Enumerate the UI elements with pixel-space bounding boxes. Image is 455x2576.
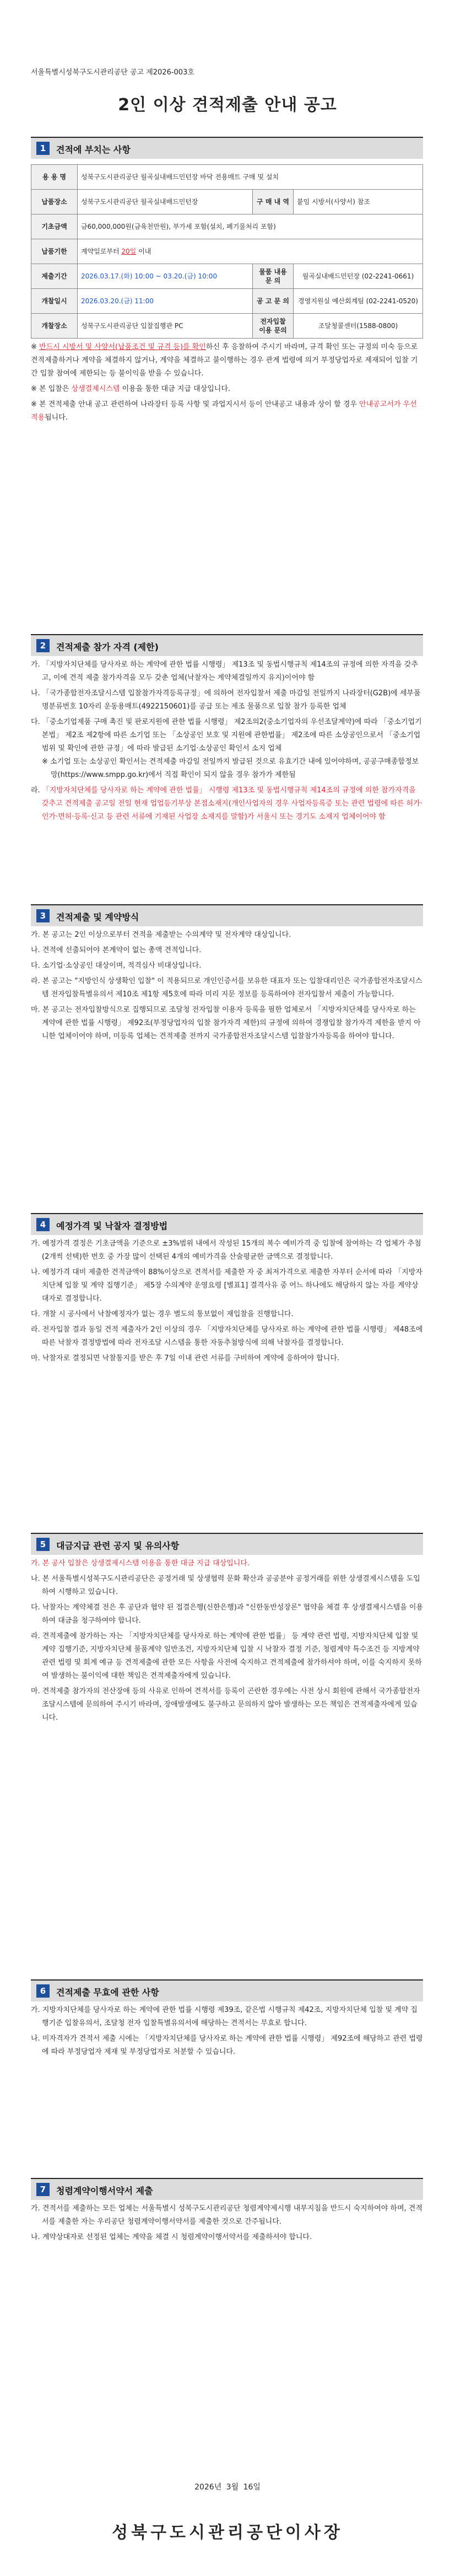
section-number: 2 bbox=[36, 639, 50, 652]
label-cell: 납품기한 bbox=[31, 239, 78, 264]
item-text: 견적제출에 참가하는 자는 「지방자치단체를 당사자로 하는 계약에 관한 법률」 등 계약 관련 법령, 지방자치단체 입찰 및 계약 집행기준, 지방자치단체 물품계약 일반조건, 지방자치단체 입찰 시 낙찰자 결정 기준, 청렴계약 특수조건 등 지방계약 관련 법령 및 회계 예규 등 견적제출에 관한 모든 사항을 사전에 숙지하고 견적제출에 참가하셔야 하며, 이를 숙지하지 못하여 발생하는 불이익에 대한 책임은 견적제출자에게 있습니다. bbox=[42, 1632, 422, 1680]
section-6 bbox=[31, 1979, 423, 2059]
item-key: 나. bbox=[31, 946, 40, 954]
list-item bbox=[31, 1685, 423, 1725]
section-header bbox=[31, 2178, 423, 2200]
item-text: ※ 소기업 또는 소상공인 확인서는 견적제출 마감일 전일까지 발급된 것으로 유효기간 내에 있어야하며, 공공구매종합정보망(https://www.smpp.go.kr)에서 직접 확인이 되지 않을 경우 참가가 제한됨 bbox=[42, 758, 419, 779]
section-3 bbox=[31, 904, 423, 1043]
section-number: 6 bbox=[36, 1984, 50, 1998]
item-key: 나. bbox=[31, 1575, 40, 1583]
value-cell: 월곡실내배드민턴장 (02-2241-0661) bbox=[294, 264, 423, 289]
document-number: 서울특별시성북구도시관리공단 공고 제2026-003호 bbox=[31, 68, 194, 77]
item-text: 계약상대자로 선정된 업체는 계약을 체결 시 청렴계약이행서약서를 제출하셔야 합니다. bbox=[42, 2233, 312, 2241]
item-key: 가. bbox=[31, 661, 40, 669]
note-text: ※ 본 견적제출 안내 공고 관련하여 나라장터 등록 사항 및 과업지시서 등이 안내공고 내용과 상이 할 경우 bbox=[31, 400, 360, 409]
item-key: 다. bbox=[31, 718, 40, 726]
info-table bbox=[31, 164, 423, 339]
notice-note bbox=[31, 341, 423, 380]
item-text: 소기업·소상공인 대상이며, 적격심사 비대상입니다. bbox=[42, 962, 202, 970]
item-key: 다. bbox=[31, 962, 40, 970]
list-item bbox=[31, 1323, 423, 1350]
label-cell: 납품장소 bbox=[31, 190, 78, 214]
item-key: 라. bbox=[31, 1632, 40, 1640]
item-key: 나. bbox=[31, 689, 40, 697]
list-item bbox=[31, 959, 423, 973]
item-text: 미자격자가 견적서 제출 시에는 「지방자치단체를 당사자로 하는 계약에 관한 법률 시행령」 제92조에 해당하고 관련 법령에 따라 부정당업자 제재 및 부정당업자로 처분할 수 있습니다. bbox=[42, 2035, 423, 2056]
label-cell: 용 용 명 bbox=[31, 165, 78, 190]
item-key: 마. bbox=[31, 1006, 40, 1014]
item-key: 가. bbox=[31, 2204, 40, 2213]
label-cell: 기초금액 bbox=[31, 214, 78, 239]
item-text: 「국가종합전자조달시스템 입찰참가자격등록규정」에 의하여 전자입찰서 제출 마감일 전일까지 나라장터(G2B)에 세부품명분류번호 10자리 운동용매트(4922150601)를 공급 또는 제조 물품으로 입찰 참가 등록한 업체 bbox=[42, 689, 421, 711]
item-key: 나. bbox=[31, 2233, 40, 2241]
value-cell: 조달청콜센터(1588-0800) bbox=[294, 314, 423, 339]
notice-note bbox=[31, 383, 423, 396]
list-item bbox=[31, 1557, 423, 1570]
list-item bbox=[31, 687, 423, 713]
list-item bbox=[31, 975, 423, 1001]
list-item bbox=[31, 1003, 423, 1043]
item-text: 전자입찰 결과 동일 견적 제출자가 2인 이상의 경우 「지방자치단체를 당사자로 하는 계약에 관한 법률 시행령」 제48조에 따른 낙찰자 결정방법에 따라 전자조달 시스템을 통한 자동추첨방식에 의해 낙찰자를 결정합니다. bbox=[42, 1325, 423, 1347]
value-cell: 2026.03.20.(금) 11:00 bbox=[78, 289, 253, 314]
issue-date: 2026년 3월 16일 bbox=[194, 2483, 261, 2492]
section-header bbox=[31, 904, 423, 926]
list-item bbox=[31, 658, 423, 685]
item-key: 라. bbox=[31, 1325, 40, 1334]
section-number: 5 bbox=[36, 1538, 50, 1551]
section-number: 7 bbox=[36, 2183, 50, 2196]
value-cell: 금60,000,000원(금육천만원), 부가세 포함(설치, 폐기물처리 포함) bbox=[78, 214, 423, 239]
label-cell: 개찰장소 bbox=[31, 314, 78, 339]
item-text: 본 서울특별시성북구도시관리공단은 공정거래 및 상생협력 문화 확산과 공공분야 공정거래를 위한 상생결제시스템을 도입하여 시행하고 있습니다. bbox=[42, 1575, 420, 1596]
item-text: 「지방자치단체를 당사자로 하는 계약에 관한 법률」 시행령 제13조 및 동법시행규칙 제14조의 규정에 의한 참가자격을 갖추고 견적제출 공고일 전일 현재 업업등기부상 본점소재지(개인사업자의 경우 사업자등록증 또는 관련 법령에 따른 허가·인가·면허·등록·신고 등 관련 서류에 기재된 사업장 소재지를 말함)가 서울시 또는 경기도 소재지 업체이어야 함 bbox=[42, 786, 422, 821]
value-cell: 경영지원실 예산회계팀 (02-2241-0520) bbox=[294, 289, 423, 314]
section-title: 예정가격 및 낙찰자 결정방법 bbox=[56, 1221, 168, 1231]
section-1 bbox=[31, 137, 423, 425]
section-header bbox=[31, 1213, 423, 1235]
list-item bbox=[31, 2004, 423, 2030]
item-key: 라. bbox=[31, 786, 40, 795]
section-title: 견적제출 및 계약방식 bbox=[56, 912, 139, 922]
item-text: 본 공고는 전자입찰방식으로 집행되므로 조달청 전자입찰 이용자 등록을 필한 업체로서 「지방자치단체를 당사자로 하는 계약에 관한 법률 시행령」 제92조(부정당업자의 입찰 참가자격 제한)의 규정에 의하여 경쟁입찰 참가자격 제한을 받지 아니한 업체이어야 하며, 미등록 업체는 견적제출 전까지 국가종합전자조달시스템 입찰참가자등록을 하여야 합니다. bbox=[42, 1006, 421, 1040]
label-cell: 구 매 내 역 bbox=[253, 190, 294, 214]
item-key: 마. bbox=[31, 1687, 40, 1695]
note-text: 하신 후 응찰하여 주시기 바라며, 규격 확인 또는 규정의 미숙 등으로 견적제출하거나 계약을 체결하지 않거나, 계약을 체결하고 불이행하는 경우 관계 법령에 의거 부정당업자로 제재되어 입찰 기간 입찰 참여에 제한되는 등 불이익을 받을 수 있습니다. bbox=[31, 343, 418, 378]
label-cell: 물품 내용 문 의 bbox=[253, 264, 294, 289]
item-text: 본 공사 입찰은 상생결제시스템 이용을 통한 대금 지급 대상입니다. bbox=[42, 1559, 250, 1568]
list-item bbox=[31, 716, 423, 755]
section-title: 견적제출 참가 자격 (제한) bbox=[56, 642, 159, 652]
value-cell bbox=[78, 239, 423, 264]
section-2 bbox=[31, 634, 423, 824]
notice-note bbox=[31, 398, 423, 425]
list-item bbox=[31, 1237, 423, 1264]
issuer-name: 성북구도시관리공단이사장 bbox=[112, 2523, 343, 2542]
item-text: 개찰 시 공사에서 낙찰예정자가 없는 경우 별도의 통보없이 재입찰을 진행합니다. bbox=[42, 1310, 294, 1318]
item-text: 지방자치단체를 당사자로 하는 계약에 관한 법률 시행령 제39조, 같은법 시행규칙 제42조, 지방자치단체 입찰 및 계약 집행기준 입찰유의서, 조달청 전자 입찰특별유의서에 해당하는 견적서는 무효로 합니다. bbox=[42, 2006, 418, 2027]
section-title: 견적제출 무효에 관한 사항 bbox=[56, 1987, 159, 1998]
section-header bbox=[31, 1979, 423, 2001]
value-cell: 붙임 시방서(사양서) 참조 bbox=[294, 190, 423, 214]
section-4 bbox=[31, 1213, 423, 1365]
section-number: 4 bbox=[36, 1218, 50, 1231]
list-item bbox=[31, 2231, 423, 2244]
item-key: 다. bbox=[31, 1603, 40, 1612]
label-cell: 개찰일시 bbox=[31, 289, 78, 314]
section-title: 견적에 부치는 사항 bbox=[56, 144, 131, 155]
note-highlight: 안내공고서가 우선 적용 bbox=[31, 400, 417, 422]
note-text: 됩니다. bbox=[45, 414, 68, 422]
list-item bbox=[31, 929, 423, 942]
section-5 bbox=[31, 1533, 423, 1725]
item-text: 낙찰자는 계약체결 전은 후 공단과 협약 된 접결은행(신한은행)과 "신한동반성장론" 협약을 체결 후 상생결제시스템을 이용하여 대금을 청구하여야 합니다. bbox=[42, 1603, 424, 1625]
page-title: 2인 이상 견적제출 안내 공고 bbox=[118, 95, 337, 115]
list-subitem bbox=[31, 755, 423, 782]
list-item bbox=[31, 784, 423, 824]
item-text: 견적에 선출되어야 본계약이 없는 총액 견적입니다. bbox=[42, 946, 202, 954]
delivery-text: 계약일로부터 bbox=[81, 248, 120, 255]
value-cell: 성북구도시관리공단 월곡실내배드민턴장 bbox=[78, 190, 253, 214]
list-item bbox=[31, 944, 423, 957]
value-cell: 성북구도시관리공단 입찰집행관 PC bbox=[78, 314, 253, 339]
item-key: 가. bbox=[31, 2006, 40, 2014]
item-text: 예정가격 대비 제출한 견적금액이 88%이상으로 견적서를 제출한 자 중 최저가격으로 제출한 자부터 순서에 따라 「지방자치단체 입찰 및 계약 집행기준」 제5장 수의계약 운영요령 [별표1] 결격사유 중 어느 하나에도 해당하지 않는 자를 계약상대자로 결정합니다. bbox=[42, 1268, 422, 1303]
item-key: 다. bbox=[31, 1310, 40, 1318]
label-cell: 제출기간 bbox=[31, 264, 78, 289]
section-number: 3 bbox=[36, 909, 50, 922]
item-text: 「중소기업제품 구매 촉진 및 판로지원에 관한 법률 시행령」 제2조의2(중소기업자의 우선조달계약)에 따라 「중소기업기본법」 제2조 제2항에 따른 소기업 또는 「소상공인 보호 및 지원에 관한법률」 제2조에 따른 소상공인으로서 「중소기업범위 및 확인에 관한 규정」에 따라 발급된 소기업·소상공인 확인서 소지 업체 bbox=[42, 718, 422, 753]
item-key: 마. bbox=[31, 1354, 40, 1362]
note-highlight: 상생결제시스템 bbox=[71, 385, 120, 393]
list-item bbox=[31, 1630, 423, 1683]
note-highlight: 반드시 시방서 및 사양서(납품조건 및 규격 등)를 확인 bbox=[39, 343, 206, 351]
item-key: 나. bbox=[31, 1268, 40, 1276]
section-number: 1 bbox=[36, 142, 50, 155]
note-text: ※ bbox=[31, 343, 40, 351]
item-text: 견적제출 참가자의 전산장애 등의 사유로 인하여 견적서를 등록이 곤란한 경우에는 사전 상시 회원에 관해서 국가종합전자조달시스템에 문의하여 주시기 바라며, 장애발생에도 불구하고 문의하지 않아 발생하는 모든 책임은 견적제출자에게 있습니다. bbox=[42, 1687, 420, 1722]
list-item bbox=[31, 1573, 423, 1599]
list-item bbox=[31, 1601, 423, 1628]
item-text: 본 공고는 "지방인식 상생확인 입찰" 이 적용되므로 개인인증서를 보유한 대표자 또는 입찰대리인은 국가종합전자조달시스템 전자입찰특별유의서 제10조 제1항 제5호에 따라 미리 지문 정보를 등록하여야 전자입찰서 제출이 가능합니다. bbox=[42, 977, 422, 999]
section-title: 청렴계약이행서약서 제출 bbox=[56, 2186, 153, 2196]
item-key: 라. bbox=[31, 977, 40, 985]
item-text: 「지방자치단체를 당사자로 하는 계약에 관한 법률 시행령」 제13조 및 동법시행규칙 제14조의 규정에 의한 자격을 갖추고, 이에 견적 제출 참가자격을 모두 갖춘 업체(낙찰자는 계약체결일까지 유지)이어야 함 bbox=[42, 661, 418, 682]
item-key: 가. bbox=[31, 931, 40, 939]
item-key: 가. bbox=[31, 1559, 40, 1568]
list-item bbox=[31, 1266, 423, 1306]
value-cell: 성북구도시관리공단 월곡실내배드민턴장 바닥 전용매트 구매 및 설치 bbox=[78, 165, 423, 190]
section-7 bbox=[31, 2178, 423, 2244]
label-cell: 전자입찰 이용 문의 bbox=[253, 314, 294, 339]
list-item bbox=[31, 1308, 423, 1321]
item-text: 견적서를 제출하는 모든 업체는 서울특별시 성북구도시관리공단 청렴계약제시행 내부지침을 반드시 숙지하여야 하며, 견적서를 제출한 자는 우리공단 청렴계약이행서약서를 제출한 것으로 간주됩니다. bbox=[42, 2204, 422, 2226]
list-item bbox=[31, 2032, 423, 2059]
section-header bbox=[31, 1533, 423, 1555]
item-key: 나. bbox=[31, 2035, 40, 2043]
item-key: 가. bbox=[31, 1239, 40, 1248]
item-text: 본 공고는 2인 이상으로부터 견적을 제출받는 수의계약 및 전자계약 대상입니다. bbox=[42, 931, 291, 939]
delivery-days: 20일 bbox=[121, 248, 137, 255]
delivery-text: 이내 bbox=[138, 248, 151, 255]
item-text: 낙찰자로 결정되면 낙찰통지를 받은 후 7일 이내 관련 서류를 구비하여 계약에 응하여야 합니다. bbox=[42, 1354, 340, 1362]
label-cell: 공 고 문 의 bbox=[253, 289, 294, 314]
section-header bbox=[31, 634, 423, 656]
note-text: 이용을 통한 대금 지급 대상입니다. bbox=[120, 385, 231, 393]
list-item bbox=[31, 1352, 423, 1365]
note-text: ※ 본 입찰은 bbox=[31, 385, 72, 393]
item-text: 예정가격 결정은 기초금액을 기준으로 ±3%범위 내에서 작성된 15개의 복수 예비가격 중 입찰에 참여하는 각 업체가 추첨(2개씩 선택)한 번호 중 가장 많이 선택된 4개의 예비가격을 산술평균한 금액으로 결정합니다. bbox=[42, 1239, 421, 1261]
section-title: 대금지급 관련 공지 및 유의사항 bbox=[56, 1541, 180, 1551]
list-item bbox=[31, 2202, 423, 2229]
value-cell: 2026.03.17.(화) 10:00 ~ 03.20.(금) 10:00 bbox=[78, 264, 253, 289]
section-header bbox=[31, 137, 423, 159]
